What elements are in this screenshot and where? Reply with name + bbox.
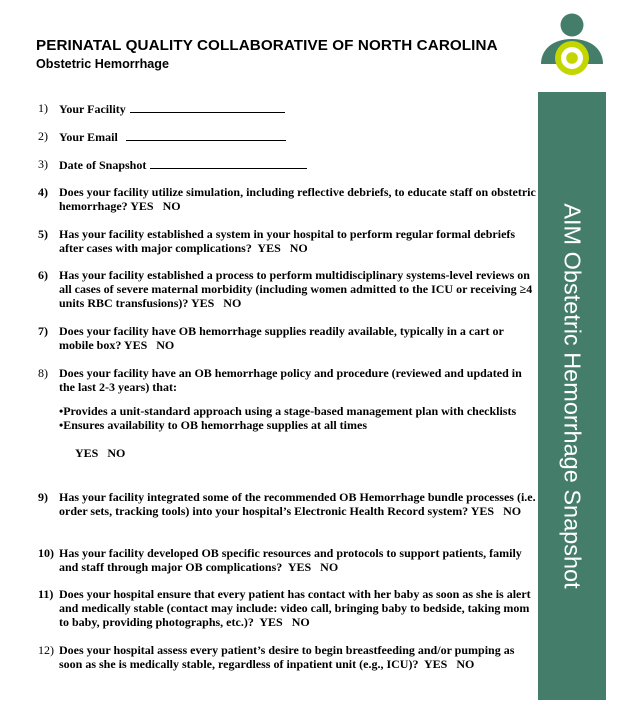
question-number: 4)	[38, 185, 48, 199]
no-option[interactable]: NO	[156, 338, 175, 352]
yes-option[interactable]: YES	[424, 657, 448, 671]
question-7	[38, 324, 538, 352]
question-text: Does your facility have an OB hemorrhage policy and procedure (reviewed and updated in the last 2-3 years) that:	[59, 366, 522, 394]
question-number: 9)	[38, 490, 48, 504]
policy-bullet: •Ensures availability to OB hemorrhage supplies at all times	[59, 418, 367, 432]
facility-field[interactable]	[130, 101, 285, 113]
document-title: PERINATAL QUALITY COLLABORATIVE OF NORTH CAROLINA	[36, 37, 498, 54]
snapshot-date-field[interactable]	[150, 157, 307, 169]
question-6	[38, 268, 538, 310]
question-text: Your Facility	[59, 102, 126, 116]
question-1	[38, 101, 538, 116]
question-number: 10)	[38, 546, 54, 560]
no-option[interactable]: NO	[291, 615, 310, 629]
question-8	[38, 366, 538, 460]
question-text: Does your facility utilize simulation, including reflective debriefs, to educate staff on obstetric hemorrhage?	[59, 185, 536, 213]
question-number: 2)	[38, 129, 48, 143]
no-option[interactable]: NO	[162, 199, 181, 213]
policy-bullet: •Provides a unit-standard approach using a stage-based management plan with checklists	[59, 404, 517, 418]
question-4	[38, 185, 538, 213]
question-text: Does your hospital assess every patient’s desire to begin breastfeeding and/or pumping as soon as she is medically stable, regardless of inpatient unit (e.g., ICU)?	[59, 643, 515, 671]
logo-dot	[566, 52, 578, 64]
question-text: Does your hospital ensure that every patient has contact with her baby as soon as she is alert and medically stable (contact may include: video call, bringing baby to bedside, taking mom to baby, providing photographs, etc.)?	[59, 587, 531, 629]
yes-option[interactable]: YES	[287, 560, 312, 574]
yes-option[interactable]: YES	[257, 241, 281, 255]
yes-option[interactable]: YES	[123, 338, 148, 352]
logo-head	[561, 14, 584, 37]
yes-option[interactable]: YES	[470, 504, 495, 518]
sidebar-title: AIM Obstetric Hemorrhage Snapshot	[559, 203, 586, 589]
no-option[interactable]: NO	[320, 560, 339, 574]
yes-option[interactable]: YES	[130, 199, 154, 213]
question-3	[38, 157, 538, 172]
question-2	[38, 129, 538, 144]
question-9	[38, 490, 538, 518]
question-10	[38, 546, 538, 574]
no-option[interactable]: NO	[456, 657, 475, 671]
question-text: Has your facility integrated some of the recommended OB Hemorrhage bundle processes (i.e. order sets, tracking tools) into your hospital’s Electronic Health Record system?	[59, 490, 536, 518]
no-option[interactable]: NO	[223, 296, 242, 310]
question-text: Has your facility established a system in your hospital to perform regular formal debriefs after cases with major complications?	[59, 227, 516, 255]
question-text: Does your facility have OB hemorrhage supplies readily available, typically in a cart or mobile box?	[59, 324, 504, 352]
question-number: 8)	[38, 366, 48, 380]
question-text: Date of Snapshot	[59, 158, 147, 172]
no-option[interactable]: NO	[289, 241, 308, 255]
question-11	[38, 587, 538, 629]
question-number: 7)	[38, 324, 48, 338]
question-number: 11)	[38, 587, 54, 601]
question-5	[38, 227, 538, 255]
question-text: Your Email	[59, 130, 118, 144]
yes-option[interactable]: YES	[190, 296, 215, 310]
pqcnc-logo	[538, 10, 606, 80]
yes-option[interactable]: YES	[259, 615, 283, 629]
question-number: 1)	[38, 101, 48, 115]
question-text: Has your facility established a process to perform multidisciplinary systems-level reviews on all cases of severe maternal morbidity (including women admitted to the ICU or receiving ≥4 units RBC transfusions)?	[59, 268, 533, 310]
question-number: 5)	[38, 227, 48, 241]
question-number: 6)	[38, 268, 48, 282]
question-number: 12)	[38, 643, 54, 657]
question-number: 3)	[38, 157, 48, 171]
no-option[interactable]: NO	[107, 446, 126, 460]
question-12	[38, 643, 538, 671]
email-field[interactable]	[126, 129, 286, 141]
yes-option[interactable]: YES	[75, 446, 99, 460]
sidebar-banner	[538, 92, 606, 700]
no-option[interactable]: NO	[503, 504, 522, 518]
document-subtitle: Obstetric Hemorrhage	[36, 57, 169, 71]
question-text: Has your facility developed OB specific resources and protocols to support patients, family and staff through major OB complications?	[59, 546, 522, 574]
